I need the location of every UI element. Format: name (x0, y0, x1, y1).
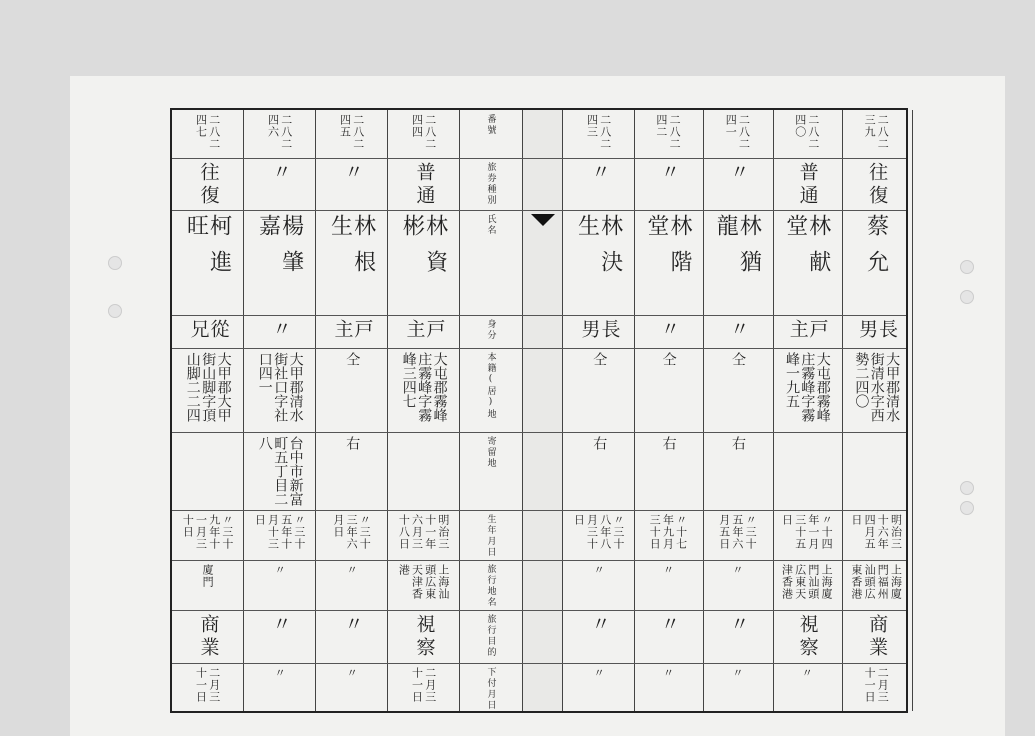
cell-status-text: 從兄 (187, 319, 230, 342)
binding-hole (108, 256, 122, 270)
cell-no-text: 二八二四七 (194, 114, 221, 150)
cell-residence (702, 436, 773, 508)
cell-issue-text: 〃 (273, 667, 287, 679)
cell-name-text: 蔡允 (863, 214, 889, 286)
cell-purpose-text: 〃 (657, 614, 680, 637)
row-rule (172, 158, 906, 159)
cell-dest (563, 564, 634, 608)
cell-no (632, 114, 703, 156)
cell-no-text: 二八二四三 (585, 114, 612, 150)
cell-residence (632, 436, 703, 508)
cell-dest (316, 564, 387, 608)
cell-no (316, 114, 387, 156)
cell-issue-text: 〃 (592, 667, 606, 679)
cell-type (316, 162, 387, 208)
cell-birth-text: 〃三十九年十一月三十日 (181, 514, 234, 550)
cell-name (841, 214, 912, 313)
binding-hole (960, 501, 974, 515)
cell-status (172, 319, 243, 346)
cell-domicile-text: 仝 (591, 352, 608, 366)
header-label: 旅行地名 (485, 564, 496, 608)
cell-name (244, 214, 315, 313)
cell-dest (771, 564, 842, 608)
cell-domicile-text: 大屯郡霧峰庄霧峰字霧峰一九五 (783, 352, 831, 422)
row-rule (172, 510, 906, 511)
cell-status-text: 〃 (657, 319, 680, 342)
cell-purpose-text: 〃 (341, 614, 364, 637)
cell-type (771, 162, 842, 208)
register-column (841, 110, 913, 711)
header-label: 生年月日 (485, 514, 496, 558)
cell-domicile (771, 352, 842, 430)
gutter-mark (531, 214, 555, 226)
cell-purpose (702, 614, 773, 661)
cell-residence-text: 右 (660, 436, 677, 450)
cell-purpose-text: 〃 (727, 614, 750, 637)
cell-issue (632, 667, 703, 713)
cell-no (771, 114, 842, 156)
cell-purpose-text: 視察 (796, 614, 819, 660)
header-label: 下付月日 (485, 667, 496, 711)
cell-type (172, 162, 243, 208)
cell-dest (388, 564, 459, 608)
cell-birth-text: 〃十四年一月三十五日 (780, 514, 834, 550)
header-cell (460, 614, 522, 661)
page-gutter (523, 110, 563, 711)
cell-residence (172, 436, 243, 508)
cell-domicile-text: 仝 (344, 352, 361, 366)
header-cell (460, 667, 522, 713)
cell-residence (388, 436, 459, 508)
cell-birth-text: 〃十七年九月三十日 (648, 514, 688, 550)
cell-domicile (388, 352, 459, 430)
cell-status-text: 戸主 (403, 319, 446, 342)
cell-name (316, 214, 387, 313)
cell-residence (771, 436, 842, 508)
passport-register-table (170, 108, 908, 713)
cell-type-text: 往復 (866, 162, 889, 208)
cell-status-text: 戸主 (786, 319, 829, 342)
binding-hole (960, 290, 974, 304)
cell-residence-text: 右 (344, 436, 361, 450)
cell-type (388, 162, 459, 208)
cell-status-text: 戸主 (331, 319, 374, 342)
row-rule (172, 560, 906, 561)
cell-birth (771, 514, 842, 558)
cell-purpose-text: 商業 (197, 614, 220, 660)
row-rule (172, 663, 906, 664)
cell-no (388, 114, 459, 156)
header-column (459, 110, 523, 711)
cell-purpose (388, 614, 459, 661)
cell-domicile (316, 352, 387, 430)
cell-purpose (563, 614, 634, 661)
cell-no-text: 二八二四二 (654, 114, 682, 150)
cell-no (702, 114, 773, 156)
cell-dest-text: 〃 (592, 564, 606, 576)
cell-birth-text: 明治三十一年六月三十八日 (397, 514, 450, 550)
cell-dest-text: 〃 (730, 564, 744, 576)
cell-birth (632, 514, 703, 558)
cell-status (702, 319, 773, 346)
cell-status (563, 319, 634, 346)
cell-type-text: 〃 (727, 162, 750, 185)
row-rule (172, 348, 906, 349)
cell-name-text: 柯進旺 (183, 214, 232, 286)
cell-type (563, 162, 634, 208)
cell-residence (316, 436, 387, 508)
header-cell (460, 214, 522, 313)
cell-name (172, 214, 243, 313)
cell-purpose (172, 614, 243, 661)
cell-name (702, 214, 773, 313)
cell-birth (172, 514, 243, 558)
cell-dest-text: 廈門 (201, 564, 215, 588)
cell-issue-text: 二月三十一日 (410, 667, 437, 703)
cell-dest (244, 564, 315, 608)
cell-type-text: 〃 (588, 162, 611, 185)
cell-no-text: 二八二三九 (863, 114, 890, 150)
header-label: 寄留地 (485, 436, 496, 469)
register-column (563, 110, 635, 711)
cell-domicile-text: 仝 (660, 352, 677, 366)
cell-no (841, 114, 912, 156)
cell-purpose-text: 視察 (413, 614, 436, 660)
cell-birth (316, 514, 387, 558)
binding-hole (960, 481, 974, 495)
cell-type-text: 往復 (197, 162, 220, 208)
cell-type (244, 162, 315, 208)
cell-no (244, 114, 315, 156)
cell-issue (563, 667, 634, 713)
cell-birth (702, 514, 773, 558)
row-rule (172, 210, 906, 211)
cell-name (388, 214, 459, 313)
cell-birth (388, 514, 459, 558)
header-label: 氏名 (485, 214, 496, 236)
register-column (172, 110, 244, 711)
header-label: 番號 (485, 114, 496, 136)
cell-type-text: 〃 (269, 162, 292, 185)
cell-name-text: 林根生 (327, 214, 376, 286)
row-rule (172, 315, 906, 316)
cell-status (316, 319, 387, 346)
cell-residence (563, 436, 634, 508)
cell-birth (244, 514, 315, 558)
cell-birth-text: 明治三十六年四月五日 (849, 514, 903, 550)
cell-birth-text: 〃三十五年六月五日 (717, 514, 758, 550)
cell-status-text: 長男 (856, 319, 899, 342)
cell-no-text: 二八二四四 (410, 114, 437, 150)
cell-dest-text: 上海汕頭広東天津香港 (397, 564, 450, 600)
cell-purpose (771, 614, 842, 661)
cell-issue-text: 〃 (345, 667, 359, 679)
cell-status-text: 〃 (269, 319, 292, 342)
cell-status-text: 〃 (727, 319, 750, 342)
cell-domicile (702, 352, 773, 430)
cell-no (172, 114, 243, 156)
cell-residence (244, 436, 315, 508)
cell-issue (702, 667, 773, 713)
cell-name (632, 214, 703, 313)
cell-name-text: 林猶龍 (713, 214, 762, 286)
header-cell (460, 514, 522, 558)
cell-domicile-text: 大甲郡清水街社口字社口四一 (256, 352, 304, 422)
cell-type (632, 162, 703, 208)
cell-purpose (316, 614, 387, 661)
cell-name (771, 214, 842, 313)
cell-dest-text: 〃 (661, 564, 675, 576)
cell-issue-text: 二月三十一日 (863, 667, 890, 703)
header-label: 身分 (485, 319, 496, 341)
cell-name (563, 214, 634, 313)
cell-dest (172, 564, 243, 608)
cell-domicile (632, 352, 703, 430)
cell-issue (316, 667, 387, 713)
cell-name-text: 林献堂 (782, 214, 831, 286)
cell-type-text: 普通 (413, 162, 436, 208)
cell-dest-text: 〃 (345, 564, 359, 576)
cell-domicile-text: 大甲郡清水街清水字西勢二四〇 (853, 352, 901, 422)
cell-issue (244, 667, 315, 713)
cell-birth-text: 〃三十八年八月三十日 (572, 514, 625, 550)
register-column (244, 110, 316, 711)
cell-residence-text: 右 (591, 436, 608, 450)
cell-dest (702, 564, 773, 608)
cell-purpose-text: 商業 (866, 614, 889, 660)
cell-no-text: 二八二四〇 (793, 114, 820, 150)
binding-hole (960, 260, 974, 274)
header-cell (460, 319, 522, 346)
cell-domicile (841, 352, 912, 430)
cell-birth (841, 514, 912, 558)
cell-type-text: 普通 (796, 162, 819, 208)
cell-issue (172, 667, 243, 713)
cell-no-text: 二八二四六 (266, 114, 293, 150)
row-rule (172, 432, 906, 433)
cell-residence-text: 右 (729, 436, 746, 450)
register-column (388, 110, 460, 711)
cell-name-text: 林資彬 (399, 214, 448, 286)
cell-status (771, 319, 842, 346)
cell-status (388, 319, 459, 346)
cell-dest-text: 〃 (273, 564, 287, 576)
header-cell (460, 352, 522, 430)
register-column (771, 110, 843, 711)
cell-type-text: 〃 (657, 162, 680, 185)
header-cell (460, 114, 522, 156)
cell-domicile (563, 352, 634, 430)
cell-dest (632, 564, 703, 608)
cell-birth-text: 〃三十五年十月十三日 (253, 514, 306, 550)
cell-domicile-text: 大屯郡霧峰庄霧峰字霧峰三四七 (400, 352, 448, 422)
register-column (702, 110, 774, 711)
cell-purpose-text: 〃 (588, 614, 611, 637)
cell-residence (841, 436, 912, 508)
cell-no-text: 二八二四五 (338, 114, 365, 150)
cell-name-text: 林階堂 (643, 214, 692, 286)
cell-name-text: 楊肇嘉 (255, 214, 304, 286)
row-rule (172, 610, 906, 611)
cell-issue-text: 〃 (661, 667, 675, 679)
cell-name-text: 林決生 (574, 214, 623, 286)
cell-dest-text: 上海廈門福州汕頭広東香港 (849, 564, 903, 600)
cell-domicile-text: 仝 (729, 352, 746, 366)
cell-issue-text: 〃 (800, 667, 814, 679)
cell-issue (841, 667, 912, 713)
cell-domicile-text: 大甲郡大甲街山脚字頂山脚二二四 (184, 352, 232, 422)
header-label: 旅券種別 (485, 162, 496, 206)
cell-issue (388, 667, 459, 713)
cell-issue-text: 二月三十一日 (194, 667, 221, 703)
register-column (316, 110, 388, 711)
cell-no-text: 二八二四一 (724, 114, 751, 150)
cell-birth-text: 〃三十三年六月日 (331, 514, 372, 550)
header-cell (460, 564, 522, 608)
cell-status (244, 319, 315, 346)
cell-status (841, 319, 912, 346)
header-cell (460, 436, 522, 508)
cell-birth (563, 514, 634, 558)
header-label: 旅行目的 (485, 614, 496, 658)
header-label: 本籍(居)地 (485, 352, 496, 420)
cell-domicile (244, 352, 315, 430)
cell-status (632, 319, 703, 346)
cell-purpose-text: 〃 (269, 614, 292, 637)
header-cell (460, 162, 522, 208)
cell-status-text: 長男 (578, 319, 621, 342)
cell-purpose (841, 614, 912, 661)
cell-type-text: 〃 (341, 162, 364, 185)
cell-purpose (632, 614, 703, 661)
register-column (632, 110, 704, 711)
cell-type (702, 162, 773, 208)
cell-residence-text: 台中市新富町五丁目二八 (256, 436, 304, 506)
cell-issue-text: 〃 (730, 667, 744, 679)
cell-purpose (244, 614, 315, 661)
cell-issue (771, 667, 842, 713)
cell-dest-text: 上海廈門汕頭広東天津香港 (780, 564, 834, 600)
cell-dest (841, 564, 912, 608)
binding-hole (108, 304, 122, 318)
cell-type (841, 162, 912, 208)
cell-no (563, 114, 634, 156)
cell-domicile (172, 352, 243, 430)
